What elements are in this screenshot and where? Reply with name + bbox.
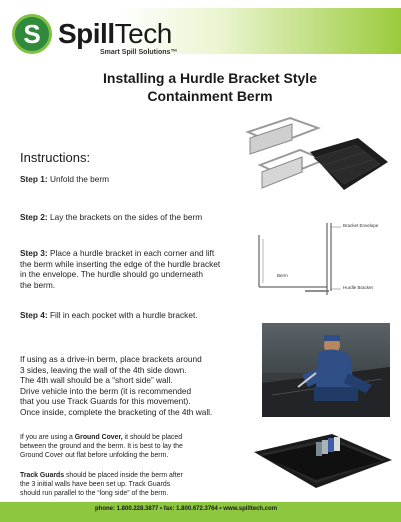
logo-icon bbox=[12, 14, 52, 54]
step-4-text: Fill in each pocket with a hurdle bracket. bbox=[49, 310, 198, 320]
ground-cover-line-2: between the ground and the berm. It is best to lay the bbox=[20, 443, 183, 450]
ground-cover-paragraph bbox=[20, 433, 183, 460]
step-2 bbox=[20, 212, 202, 223]
ground-cover-pre: If you are using a bbox=[20, 434, 73, 441]
step-4 bbox=[20, 310, 198, 321]
drive-in-line-5: that you use Track Guards for this movement). bbox=[20, 396, 191, 407]
step-3-line-1: Place a hurdle bracket in each corner and lift bbox=[49, 248, 215, 258]
track-guards-line-2: the 3 initial walls have been set up. Track Guards bbox=[20, 481, 171, 488]
step-3-line-2: the berm while inserting the edge of the hurdle bracket bbox=[20, 258, 221, 269]
berm-with-track-guards-image bbox=[250, 430, 395, 502]
brackets-and-berm-image bbox=[240, 110, 390, 202]
label-hurdle-bracket: Hurdle Bracket bbox=[343, 285, 373, 290]
step-3-line-4: the berm. bbox=[20, 279, 56, 290]
step-1-text: Unfold the berm bbox=[49, 174, 110, 184]
step-2-label: Step 2: bbox=[20, 212, 48, 222]
step-4-label: Step 4: bbox=[20, 310, 48, 320]
worker-installing-photo bbox=[262, 323, 390, 417]
step-3 bbox=[20, 248, 220, 290]
title-line-1: Installing a Hurdle Bracket Style bbox=[103, 70, 317, 86]
drive-in-paragraph bbox=[20, 354, 212, 418]
header bbox=[0, 0, 401, 70]
label-berm: Berm bbox=[277, 273, 288, 278]
track-guards-paragraph bbox=[20, 471, 183, 498]
drive-in-line-4: Drive vehicle into the berm (it is recommended bbox=[20, 385, 192, 396]
logo-letter: S bbox=[23, 19, 41, 49]
brand-spill: Spill bbox=[58, 18, 115, 49]
ground-cover-bold: Ground Cover, bbox=[74, 434, 123, 441]
track-guards-bold: Track Guards bbox=[20, 472, 65, 479]
drive-in-line-2: 3 sides, leaving the wall of the 4th side down. bbox=[20, 364, 187, 375]
tagline: Smart Spill Solutions™ bbox=[100, 49, 178, 56]
drive-in-line-6: Once inside, complete the bracketing of the 4th wall. bbox=[20, 406, 213, 417]
step-1-label: Step 1: bbox=[20, 174, 48, 184]
step-3-line-3: in the envelope. The hurdle should go underneath bbox=[20, 269, 203, 280]
step-3-label: Step 3: bbox=[20, 248, 48, 258]
ground-cover-line-3: Ground Cover out flat before unfolding the berm. bbox=[20, 452, 169, 459]
footer-bar bbox=[0, 502, 401, 522]
track-guards-line-1: should be placed inside the berm after bbox=[65, 472, 183, 479]
brand-name bbox=[58, 18, 172, 50]
hurdle-bracket-diagram bbox=[255, 217, 395, 299]
drive-in-line-3: The 4th wall should be a “short side” wall. bbox=[20, 375, 173, 386]
footer-contact: phone: 1.800.228.3877 • fax: 1.800.672.3764 • www.spilltech.com bbox=[95, 506, 278, 512]
label-bracket-envelope: Bracket Envelope bbox=[343, 223, 379, 228]
brand-tech: Tech bbox=[114, 18, 172, 49]
page-title bbox=[60, 69, 360, 105]
drive-in-line-1: If using as a drive-in berm, place brackets around bbox=[20, 354, 202, 364]
instructions-heading: Instructions: bbox=[20, 150, 91, 165]
ground-cover-line-1: it should be placed bbox=[124, 434, 183, 441]
track-guards-line-3: should run parallel to the “long side” of the berm. bbox=[20, 490, 169, 497]
step-2-text: Lay the brackets on the sides of the berm bbox=[49, 212, 203, 222]
step-1 bbox=[20, 174, 109, 185]
title-line-2: Containment Berm bbox=[147, 88, 273, 104]
